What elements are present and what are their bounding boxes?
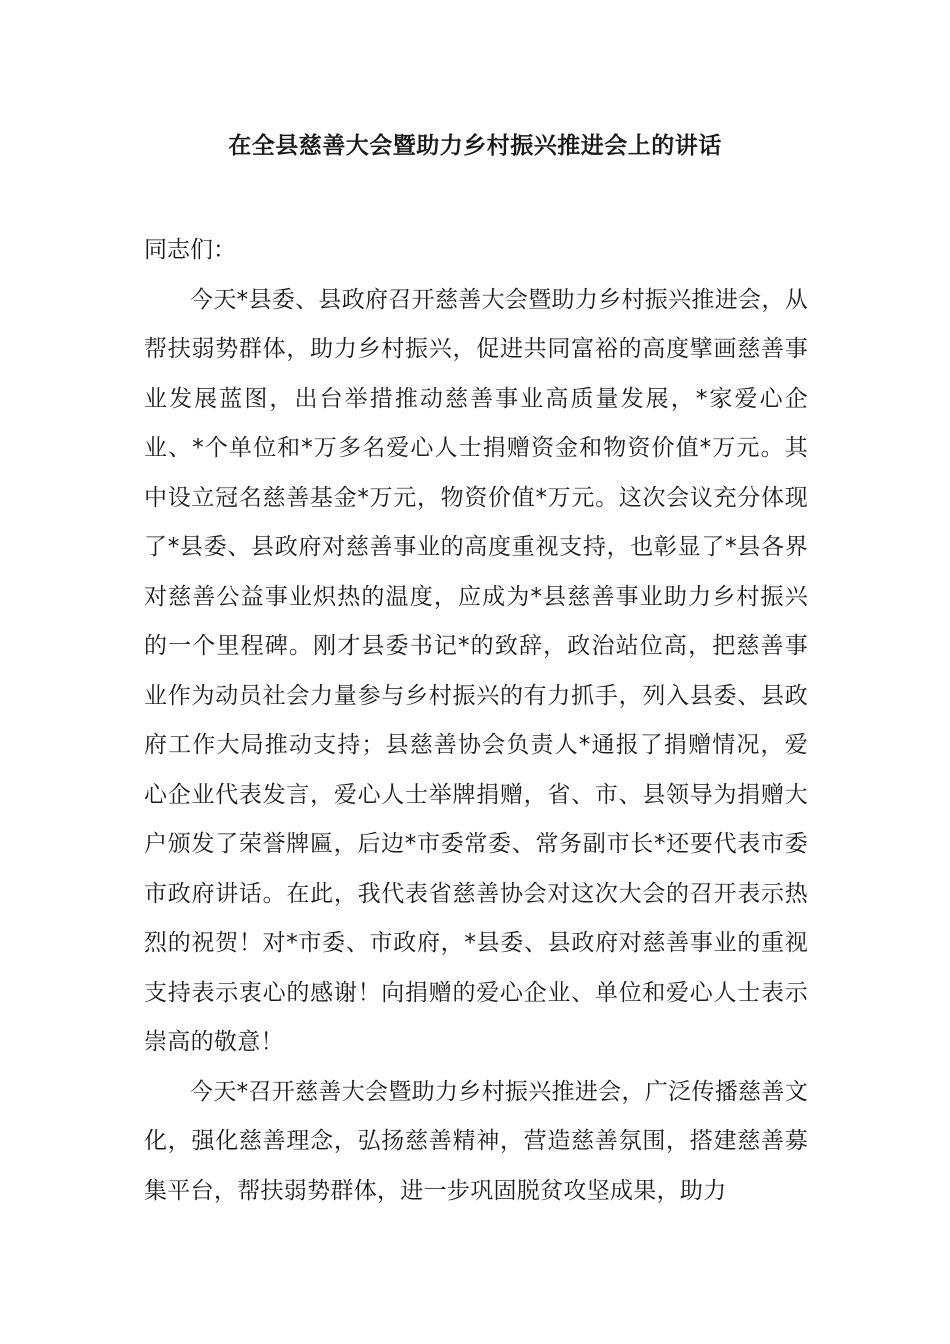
paragraph-1: 今天*县委、县政府召开慈善大会暨助力乡村振兴推进会，从帮扶弱势群体，助力乡村振兴，促进共同富裕的高度擘画慈善事业发展蓝图，出台举措推动慈善事业高质量发展，*家爱心企业、*个单位和*万多名爱心人士捐赠资金和物资价值*万元。其中设立冠名慈善基金*万元，物资价值*万元。这次会议充分体现了*县委、县政府对慈善事业的高度重视支持，也彰显了*县各界对慈善公益事业炽热的温度，应成为*县慈善事业助力乡村振兴的一个里程碑。刚才县委书记*的致辞，政治站位高，把慈善事业作为动员社会力量参与乡村振兴的有力抓手，列入县委、县政府工作大局推动支持；县慈善协会负责人*通报了捐赠情况，爱心企业代表发言，爱心人士举牌捐赠，省、市、县领导为捐赠大户颁发了荣誉牌匾，后边*市委常委、常务副市长*还要代表市委市政府讲话。在此，我代表省慈善协会对这次大会的召开表示热烈的祝贺！对*市委、市政府，*县委、县政府对慈善事业的重视支持表示衷心的感谢！向捐赠的爱心企业、单位和爱心人士表示崇高的敬意！ xyxy=(144,286,808,1055)
document-title: 在全县慈善大会暨助力乡村振兴推进会上的讲话 xyxy=(228,133,722,159)
salutation: 同志们： xyxy=(144,237,236,263)
document-body xyxy=(144,226,808,1216)
paragraph-2: 今天*召开慈善大会暨助力乡村振兴推进会，广泛传播慈善文化，强化慈善理念，弘扬慈善精神，营造慈善氛围，搭建慈善募集平台，帮扶弱势群体，进一步巩固脱贫攻坚成果，助力 xyxy=(144,1078,808,1204)
